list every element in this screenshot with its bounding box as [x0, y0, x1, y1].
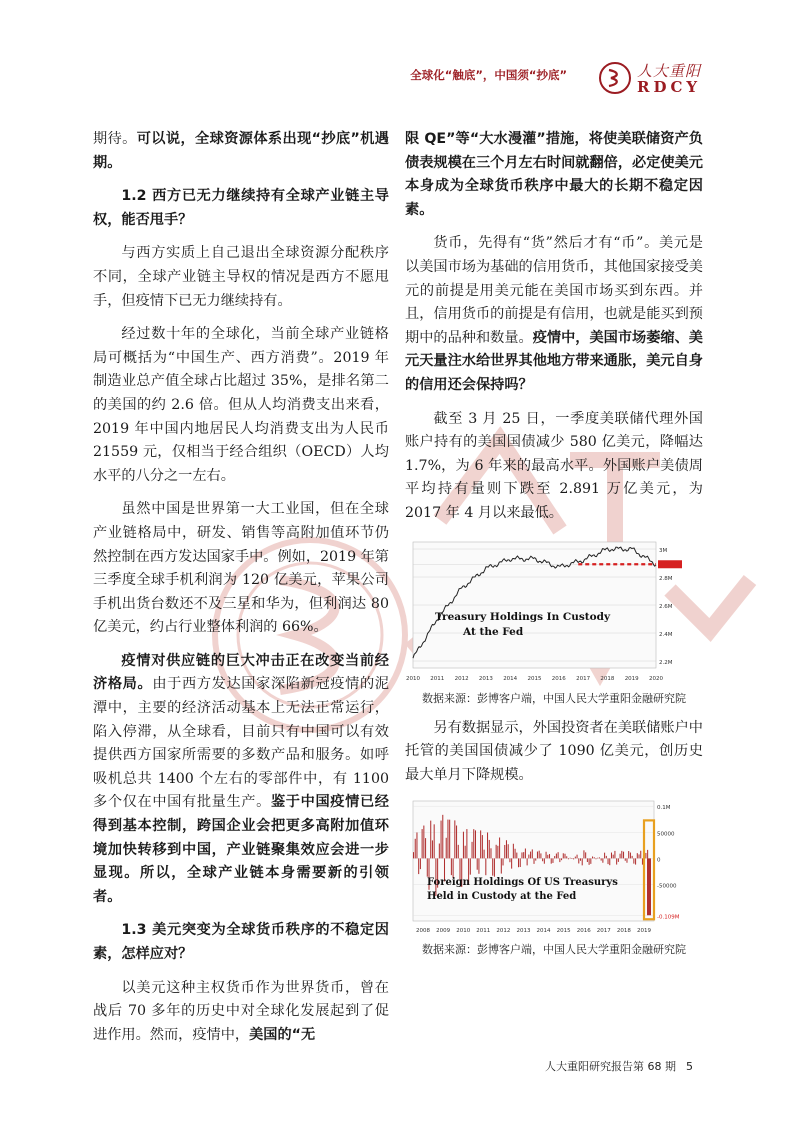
bar	[595, 859, 596, 860]
bar	[573, 859, 574, 860]
bar	[413, 852, 414, 858]
bar	[447, 820, 448, 859]
bar	[513, 844, 514, 859]
bar	[425, 838, 426, 858]
y-tick-label: 2.8M	[659, 575, 673, 582]
bar	[423, 826, 424, 859]
bar	[482, 835, 483, 858]
seal-icon	[597, 60, 633, 96]
rdcy-logo	[597, 58, 737, 98]
x-tick-label: 2012	[454, 675, 469, 682]
x-tick-label: 2015	[527, 675, 542, 682]
bar	[489, 840, 490, 858]
foreign-holdings-bar-chart	[409, 797, 684, 937]
bar	[432, 841, 433, 859]
bar	[501, 859, 502, 874]
chart-title-line2: Held in Custody at the Fed	[427, 891, 577, 903]
section-heading-1-3: 1.3 美元突变为全球货币秩序的不稳定因素，怎样应对？	[93, 922, 389, 962]
bar	[589, 859, 590, 865]
bar	[575, 857, 576, 859]
bold-text-run: 可以说，全球资源体系出现“抄底”机遇期。	[93, 131, 389, 171]
bar	[587, 859, 588, 863]
bar	[632, 856, 633, 859]
bar	[418, 859, 419, 875]
bar	[647, 850, 648, 859]
bar	[561, 859, 562, 861]
text-run: 以美元这种主权货币作为世界货币，曾在战后 70 多年的历史中对全球化发展起到了促进作用。然而，疫情中，	[93, 979, 389, 1043]
running-header-title: 全球化“触底”，中国须“抄底”	[410, 68, 567, 82]
paragraph: 另有数据显示，外国投资者在美联储账户中托管的美国国债减少了 1090 亿美元，创历史最大单月下降规模。	[405, 719, 703, 783]
bar	[585, 853, 586, 859]
bar	[549, 854, 550, 858]
bar	[537, 852, 538, 859]
x-tick-label: 2017	[576, 675, 591, 682]
x-tick-label: 2015	[556, 928, 571, 935]
bar	[544, 859, 545, 864]
bar	[458, 845, 459, 859]
bar	[477, 859, 478, 870]
bar	[516, 853, 517, 859]
bar	[559, 859, 560, 863]
y-tick-label: 2.2M	[659, 659, 673, 666]
bar	[608, 859, 609, 865]
bar	[490, 849, 491, 859]
bar	[571, 859, 572, 860]
x-tick-label: 2011	[476, 928, 491, 935]
y-tick-label: 0.1M	[657, 805, 671, 812]
bar	[633, 859, 634, 864]
treasury-holdings-line-chart	[406, 536, 684, 686]
chart-title-line2: At the Fed	[463, 625, 524, 638]
bar	[521, 853, 522, 859]
y-tick-label: 2.6M	[659, 603, 673, 610]
bar	[616, 859, 617, 865]
bar	[416, 833, 417, 859]
bold-text-run: 疫情中，美国市场萎缩、美元天量注水给世界其他地方带来通胀，美元自身的信用还会保持吗？	[405, 329, 703, 393]
section-heading-1-2: 1.2 西方已无力继续持有全球产业链主导权，能否甩手？	[93, 188, 389, 228]
text-run: 货币，先得有“货”然后才有“币”。美元是以美国市场为基础的信用货币，其他国家接受美元的前提是用美元能在美国市场买到东西。并且，信用货币的前提是有信用，也就是能买到预期中的品种和数量。	[405, 235, 703, 346]
x-tick-label: 2014	[536, 928, 551, 935]
bar	[564, 854, 565, 859]
bar	[547, 855, 548, 859]
figure-caption: 数据来源：彭博客户端，中国人民大学重阳金融研究院	[422, 943, 686, 957]
chart-title-line1: Foreign Holdings Of US Treasurys	[427, 877, 618, 889]
bar	[515, 849, 516, 859]
bar	[609, 859, 610, 866]
bar	[590, 859, 591, 864]
logo-english-text: RDCY	[637, 78, 702, 96]
bar	[556, 854, 557, 859]
paragraph: 经过数十年的全球化，当前全球产业链格局可概括为“中国生产、西方消费”。2019 年制造业总产值全球占比超过 35%，是排名第二的美国的约 2.6 倍。但从人均消费支出来看，2019 年中国内地居民人均消费支出为人民币 21559 元，仅相当于经合组织（OECD）人均水平的八分之一左右。	[93, 326, 389, 484]
bar	[496, 845, 497, 859]
bar	[580, 859, 581, 861]
bar	[473, 829, 474, 858]
x-tick-label: 2016	[551, 675, 566, 682]
bar	[430, 821, 431, 859]
bar	[427, 859, 428, 877]
x-tick-label: 2018	[600, 675, 615, 682]
bar	[602, 859, 603, 863]
bar	[604, 853, 605, 859]
y-tick-label: 2.4M	[659, 631, 673, 638]
x-tick-label: 2010	[406, 675, 420, 682]
x-tick-label: 2011	[430, 675, 445, 682]
bar	[518, 859, 519, 868]
bar	[439, 844, 440, 859]
bar	[523, 852, 524, 858]
bar	[645, 853, 646, 858]
bar	[606, 856, 607, 859]
x-tick-label: 2013	[478, 675, 493, 682]
bar	[420, 859, 421, 870]
report-issue: 人大重阳研究报告第 68 期	[545, 1060, 676, 1073]
bar	[540, 854, 541, 859]
bar-latest	[647, 859, 651, 916]
bar	[442, 815, 443, 859]
bar	[503, 859, 504, 866]
paragraph	[405, 232, 703, 397]
bar	[527, 859, 528, 866]
x-tick-label: 2014	[503, 675, 518, 682]
bar	[465, 846, 466, 859]
text-run: 由于西方发达国家深陷新冠疫情的泥潭中，主要的经济活动基本上无法正常运行，陷入停滞，从全球看，目前只有中国可以有效提供西方国家所需要的多数产品和服务。如呼吸机总共 1400 个左右的零部件中，有 1100 多个仅在中国有批量生产。	[93, 676, 389, 811]
paragraph: 虽然中国是世界第一大工业国，但在全球产业链格局中，研发、销售等高附加值环节仍然控制在西方发达国家手中。例如，2019 年第三季度全球手机利润为 120 亿美元，苹果公司手机出货台数还不及三星和华为，但利润达 80 亿美元，约占行业整体利润的 66%。	[93, 501, 389, 636]
bar	[583, 851, 584, 859]
bar	[558, 852, 559, 858]
bar	[630, 853, 631, 859]
bar	[511, 859, 512, 869]
bar	[534, 859, 535, 864]
figure-foreign-holdings	[409, 797, 684, 937]
bar	[620, 854, 621, 859]
bar	[570, 858, 571, 859]
x-tick-label: 2008	[416, 928, 431, 935]
bar	[566, 857, 567, 859]
bar	[554, 856, 555, 858]
bar	[451, 859, 452, 876]
bar	[639, 855, 640, 859]
bar	[551, 859, 552, 864]
bar	[597, 858, 598, 859]
bar	[623, 852, 624, 859]
bar	[472, 842, 473, 859]
bar	[478, 859, 479, 874]
paragraph: 与西方实质上自己退出全球资源分配秩序不同，全球产业链主导权的情况是西方不愿甩手，但疫情下已无力继续持有。	[93, 245, 389, 309]
bar	[441, 821, 442, 859]
bar	[625, 859, 626, 861]
bar	[542, 859, 543, 862]
y-tick-label: 3M	[659, 547, 668, 554]
bar	[626, 859, 627, 863]
bar	[628, 851, 629, 858]
left-column	[93, 128, 389, 1057]
bar	[599, 858, 600, 859]
bar	[508, 845, 509, 859]
figure-caption: 数据来源：彭博客户端，中国人民大学重阳金融研究院	[422, 691, 686, 705]
bar	[539, 851, 540, 859]
bar	[577, 855, 578, 859]
y-tick-label: 50000	[657, 831, 675, 838]
bar	[640, 851, 641, 859]
bar	[415, 839, 416, 859]
bar	[497, 846, 498, 859]
highlight-value-box	[658, 560, 682, 568]
bar	[434, 825, 435, 859]
bar	[454, 821, 455, 859]
page-number: 5	[686, 1060, 693, 1073]
bar	[535, 859, 536, 861]
paragraph	[93, 650, 389, 910]
bar	[484, 850, 485, 859]
bar	[552, 859, 553, 864]
bar	[582, 859, 583, 866]
bar	[528, 855, 529, 859]
bar	[422, 829, 423, 858]
bold-text-run: 疫情对供应链的巨大冲击正在改变当前经济格局。	[93, 652, 389, 693]
bar	[613, 855, 614, 859]
bar	[621, 851, 622, 859]
x-tick-label: 2019	[624, 675, 639, 682]
bar	[494, 859, 495, 877]
x-tick-label: 2012	[496, 928, 511, 935]
bar	[637, 853, 638, 858]
y-tick-label: 0	[657, 857, 661, 864]
bar	[446, 838, 447, 859]
bar	[485, 859, 486, 876]
bar	[456, 826, 457, 859]
bar	[453, 859, 454, 879]
figure-treasury-holdings	[406, 536, 684, 686]
bar	[509, 859, 510, 863]
bar	[601, 859, 602, 861]
page-footer	[545, 1058, 693, 1074]
bold-text-run: 鉴于中国疫情已经得到基本控制，跨国企业会把更多高附加值环境加快转移到中国，产业链聚集效应会进一步显现。所以，全球产业链本身需要新的引领者。	[93, 794, 389, 905]
paragraph: 截至 3 月 25 日，一季度美联储代理外国账户持有的美国国债减少 580 亿美元，降幅达 1.7%，为 6 年来的最高水平。外国账户美债周平均持有量则下跌至 2.891 万亿美元，为 2017 年 4 月以来最低。	[405, 410, 703, 521]
bar	[530, 852, 531, 859]
bar	[611, 853, 612, 859]
bar	[470, 859, 471, 875]
bar	[466, 829, 467, 858]
bar	[594, 858, 595, 859]
bar	[618, 859, 619, 863]
x-tick-label: 2009	[436, 928, 451, 935]
logo-chinese-text: 人大重阳	[637, 62, 702, 80]
bar	[449, 820, 450, 859]
y-tick-label: -0.109M	[657, 914, 680, 921]
bar	[499, 838, 500, 859]
x-tick-label: 2018	[616, 928, 631, 935]
x-tick-label: 2017	[596, 928, 611, 935]
bar	[480, 831, 481, 859]
paragraph	[93, 977, 389, 1048]
x-tick-label: 2013	[516, 928, 531, 935]
bar	[492, 859, 493, 876]
bar	[525, 849, 526, 859]
right-column	[405, 128, 703, 968]
bar	[504, 845, 505, 858]
paragraph	[93, 128, 389, 175]
bar	[592, 857, 593, 859]
y-tick-label: -50000	[657, 883, 677, 890]
bar	[506, 841, 507, 859]
bar	[475, 831, 476, 859]
bar	[520, 859, 521, 868]
bar	[563, 854, 564, 859]
x-tick-label: 2010	[456, 928, 471, 935]
bar	[635, 859, 636, 865]
bar	[532, 850, 533, 859]
x-tick-label: 2016	[576, 928, 591, 935]
bar	[642, 859, 643, 865]
bar	[487, 833, 488, 859]
bar	[578, 859, 579, 864]
paragraph: 限 QE”等“大水漫灌”措施，将使美联储资产负债表规模在三个月左右时间就翻倍，必定使美元本身成为全球货币秩序中最大的长期不稳定因素。	[405, 131, 703, 218]
bar	[568, 859, 569, 860]
bar	[614, 851, 615, 858]
bar	[463, 832, 464, 859]
bar	[546, 852, 547, 859]
chart-title-line1: Treasury Holdings In Custody	[435, 610, 611, 623]
x-tick-label: 2020	[649, 675, 663, 682]
x-tick-label: 2019	[636, 928, 651, 935]
bold-text-run: 美国的“无	[249, 1026, 316, 1043]
text-run: 期待。	[93, 131, 137, 147]
